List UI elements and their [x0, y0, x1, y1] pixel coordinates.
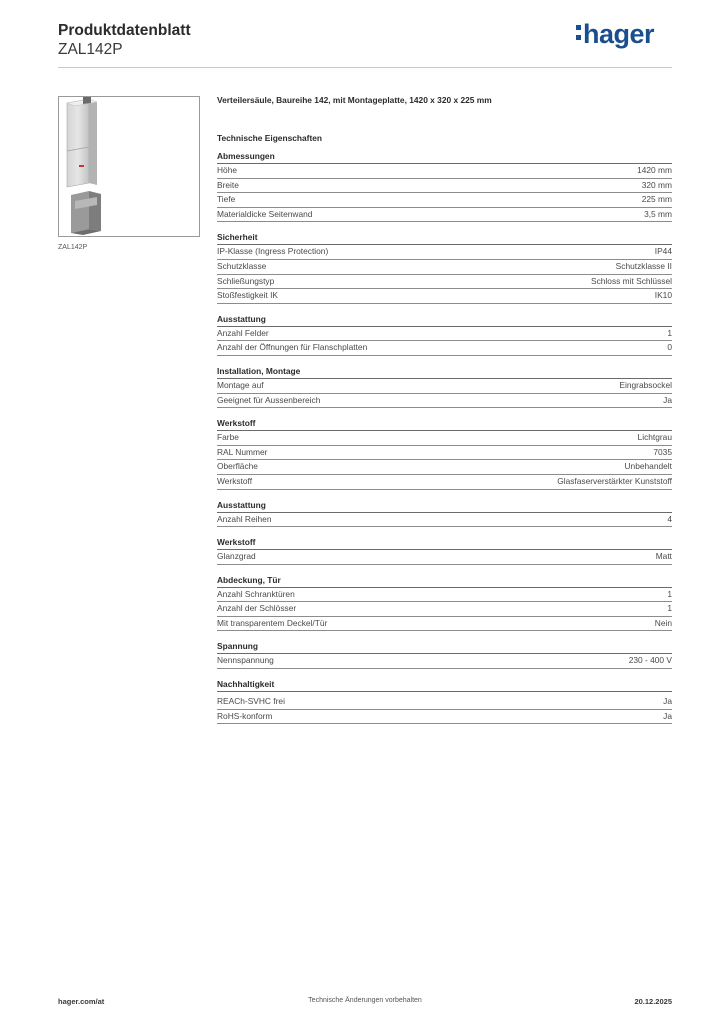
spec-group-title: Abmessungen: [217, 151, 672, 164]
spec-label: Nennspannung: [217, 655, 274, 666]
spec-label: RAL Nummer: [217, 446, 268, 457]
spec-label: Anzahl der Öffnungen für Flanschplatten: [217, 342, 368, 353]
product-code: ZAL142P: [58, 41, 123, 58]
spec-label: Montage auf: [217, 379, 264, 390]
spec-label: Oberfläche: [217, 461, 258, 472]
spec-group-title: Installation, Montage: [217, 366, 672, 379]
spec-label: Anzahl Schranktüren: [217, 588, 295, 599]
spec-row: [217, 550, 672, 565]
spec-value: IK10: [654, 290, 672, 301]
spec-group: [217, 418, 672, 489]
hager-logo: [576, 19, 654, 50]
spec-group: [217, 575, 672, 632]
spec-label: Schließungstyp: [217, 275, 275, 286]
spec-group-title: Sicherheit: [217, 232, 672, 245]
image-caption: ZAL142P: [58, 244, 88, 251]
spec-value: Schutzklasse II: [615, 260, 672, 271]
spec-row: [217, 710, 672, 725]
spec-group: [217, 314, 672, 356]
spec-row: [217, 275, 672, 290]
footer-notice: Technische Änderungen vorbehalten: [308, 997, 422, 1004]
spec-group: [217, 679, 672, 724]
spec-group-title: Spannung: [217, 641, 672, 654]
header-divider: [58, 67, 672, 68]
spec-row: [217, 475, 672, 490]
spec-value: 7035: [653, 446, 672, 457]
spec-row: [217, 513, 672, 528]
spec-label: Anzahl Reihen: [217, 513, 272, 524]
page-header: [58, 20, 672, 68]
spec-label: RoHS-konform: [217, 710, 273, 721]
spec-value: 0: [667, 342, 672, 353]
spec-group: [217, 366, 672, 408]
spec-value: Unbehandelt: [624, 461, 672, 472]
spec-label: Geeignet für Aussenbereich: [217, 394, 321, 405]
spec-value: 1: [667, 603, 672, 614]
spec-label: Höhe: [217, 165, 238, 175]
spec-value: Ja: [663, 710, 672, 721]
spec-label: Stoßfestigkeit IK: [217, 290, 278, 301]
spec-group: [217, 641, 672, 669]
spec-row: [217, 245, 672, 260]
spec-value: 1420 mm: [637, 165, 672, 175]
spec-label: Materialdicke Seitenwand: [217, 208, 313, 219]
logo-text: hager: [582, 19, 654, 49]
document-title: Produktdatenblatt: [58, 22, 191, 39]
spec-value: 4: [667, 513, 672, 524]
page-footer: [58, 997, 672, 1011]
spec-value: Lichtgrau: [637, 432, 672, 443]
spec-row: [217, 379, 672, 394]
distribution-pillar-icon: [59, 97, 199, 236]
spec-value: Matt: [655, 551, 672, 562]
spec-label: Anzahl Felder: [217, 327, 269, 338]
spec-label: REACh-SVHC frei: [217, 696, 285, 707]
spec-label: Schutzklasse: [217, 260, 267, 271]
spec-row: [217, 179, 672, 194]
spec-row: [217, 460, 672, 475]
spec-group-title: Werkstoff: [217, 537, 672, 550]
spec-group: [217, 151, 672, 222]
spec-row: [217, 394, 672, 409]
spec-label: Glanzgrad: [217, 551, 256, 562]
spec-value: IP44: [654, 246, 672, 257]
spec-row: [217, 341, 672, 356]
spec-value: Schloss mit Schlüssel: [591, 275, 672, 286]
spec-group-title: Ausstattung: [217, 314, 672, 327]
spec-group-title: Ausstattung: [217, 500, 672, 513]
spec-row: [217, 327, 672, 342]
spec-value: 320 mm: [641, 179, 672, 190]
spec-row: [217, 695, 672, 710]
spec-value: Ja: [663, 394, 672, 405]
spec-value: 1: [667, 588, 672, 599]
spec-label: Anzahl der Schlösser: [217, 603, 297, 614]
spec-group-title: Nachhaltigkeit: [217, 679, 672, 692]
spec-row: [217, 164, 672, 179]
spec-label: Farbe: [217, 432, 239, 443]
spec-group-title: Werkstoff: [217, 418, 672, 431]
spec-row: [217, 588, 672, 603]
logo-dots-icon: [576, 25, 581, 41]
spec-label: Breite: [217, 179, 239, 190]
spec-row: [217, 431, 672, 446]
spec-value: Nein: [654, 617, 672, 628]
spec-row: [217, 654, 672, 669]
spec-value: 230 - 400 V: [628, 655, 672, 666]
spec-row: [217, 208, 672, 223]
spec-group-title: Abdeckung, Tür: [217, 575, 672, 588]
spec-label: IP-Klasse (Ingress Protection): [217, 246, 329, 257]
spec-value: 3,5 mm: [644, 208, 672, 219]
spec-value: Glasfaserverstärkter Kunststoff: [557, 475, 672, 486]
footer-website-link[interactable]: hager.com/at: [58, 997, 105, 1006]
spec-value: 1: [667, 327, 672, 338]
product-details: [217, 95, 672, 734]
spec-row: [217, 602, 672, 617]
spec-label: Tiefe: [217, 194, 236, 205]
spec-row: [217, 446, 672, 461]
spec-group: [217, 232, 672, 303]
spec-group: [217, 500, 672, 528]
spec-row: [217, 617, 672, 632]
spec-row: [217, 260, 672, 275]
spec-value: Eingrabsockel: [619, 379, 672, 390]
spec-value: Ja: [663, 696, 672, 707]
footer-date: 20.12.2025: [634, 997, 672, 1006]
spec-row: [217, 193, 672, 208]
product-description: Verteilersäule, Baureihe 142, mit Montageplatte, 1420 x 320 x 225 mm: [217, 95, 492, 105]
spec-label: Mit transparentem Deckel/Tür: [217, 617, 328, 628]
spec-row: [217, 289, 672, 304]
spec-group: [217, 537, 672, 565]
product-image: [58, 96, 200, 237]
spec-label: Werkstoff: [217, 475, 253, 486]
technical-properties-heading: Technische Eigenschaften: [217, 133, 323, 143]
spec-value: 225 mm: [641, 194, 672, 205]
